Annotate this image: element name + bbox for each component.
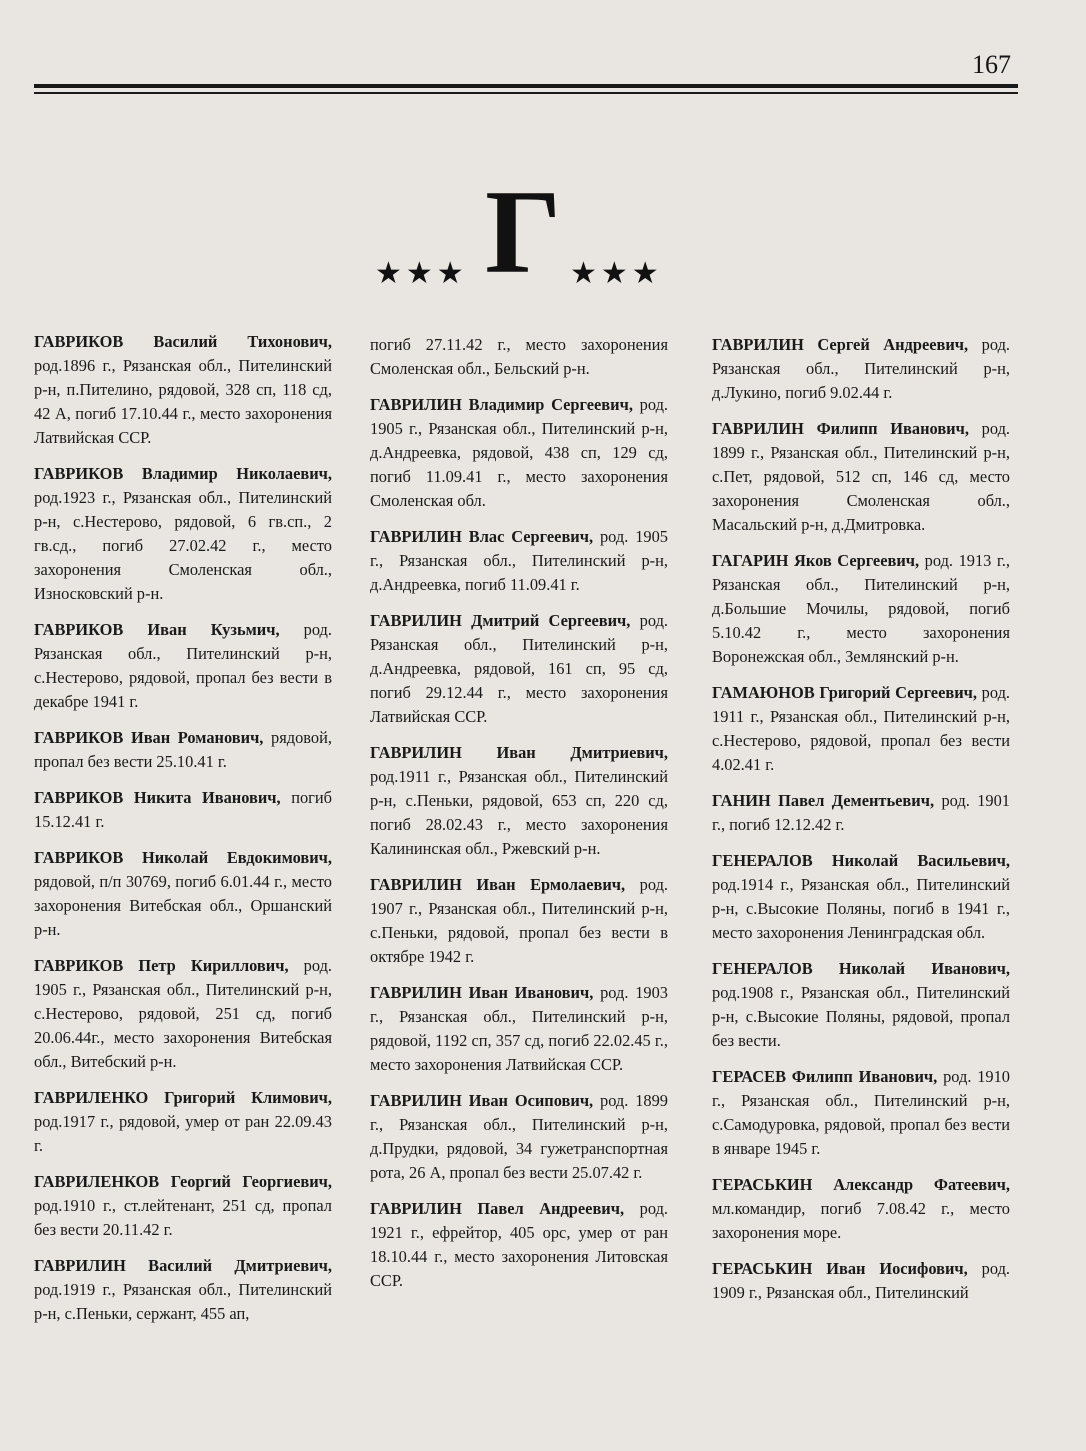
- record-details: рядовой, пропал без вести 25.10.41 г.: [34, 728, 333, 771]
- record-name: ГАВРИЛИН Иван Дмитриевич,: [370, 743, 668, 762]
- record-name: ГАВРИКОВ Иван Кузьмич,: [34, 620, 280, 639]
- record-name: ГЕРАСЕВ Филипп Иванович,: [712, 1067, 938, 1086]
- record-name: ГАВРИКОВ Николай Евдокимович,: [34, 848, 332, 867]
- record-details: род. Рязанская обл., Пителинский р-н, с.Нестерово, рядовой, пропал без вести в декабре 1941 г.: [34, 620, 332, 711]
- record-entry: [34, 330, 332, 450]
- record-details: род. 1911 г., Рязанская обл., Пителинский р-н, с.Нестерово, рядовой, пропал без вести 4.02.41 г.: [712, 683, 1010, 774]
- page-number: 167: [972, 50, 1011, 79]
- record-entry: [712, 1065, 1010, 1161]
- record-name: ГЕРАСЬКИН Александр Фатеевич,: [712, 1175, 1010, 1194]
- record-entry: [712, 549, 1010, 669]
- record-entry: [34, 846, 332, 942]
- record-entry: [34, 726, 332, 774]
- record-entry: [370, 333, 668, 381]
- record-entry: [34, 1170, 332, 1242]
- record-details: род.1923 г., Рязанская обл., Пителинский р-н, с.Нестерово, рядовой, 6 гв.сп., 2 гв.сд., погиб 27.02.42 г., место захоронения Смоленская обл., Износковский р-н.: [34, 488, 332, 603]
- record-details: род.1917 г., рядовой, умер от ран 22.09.43 г.: [34, 1112, 332, 1155]
- record-details: род. 1905 г., Рязанская обл., Пителинский р-н, с.Нестерово, рядовой, 251 сд, погиб 20.06.44г., место захоронения Витебская обл., Витебский р-н.: [34, 956, 333, 1071]
- record-details: род. 1905 г., Рязанская обл., Пителинский р-н, д.Андреевка, рядовой, 438 сп, 129 сд, погиб 11.09.41 г., место захоронения Смоленская обл.: [370, 395, 668, 510]
- record-details: род. Рязанская обл., Пителинский р-н, д.Андреевка, рядовой, 161 сп, 95 сд, погиб 29.12.44 г., место захоронения Латвийская ССР.: [370, 611, 669, 726]
- record-entry: [712, 1257, 1010, 1305]
- record-entry: [712, 789, 1010, 837]
- record-name: ГАВРИЛИН Сергей Андреевич,: [712, 335, 969, 354]
- record-name: ГАВРИЛИН Иван Осипович,: [370, 1091, 594, 1110]
- record-details: род. 1921 г., ефрейтор, 405 орс, умер от ран 18.10.44 г., место захоронения Литовская ССР.: [370, 1199, 668, 1290]
- record-entry: [712, 681, 1010, 777]
- record-details: род. 1913 г., Рязанская обл., Пителинский р-н, д.Большие Мочилы, рядовой, погиб 5.10.42 г., место захоронения Воронежская обл., Землянский р-н.: [712, 551, 1010, 666]
- record-name: ГАВРИЛИН Влас Сергеевич,: [370, 527, 594, 546]
- record-entry: [370, 981, 668, 1077]
- header-rule-thin: [34, 92, 1018, 94]
- stars-left-ornament: ★★★: [375, 257, 468, 290]
- column-1: [34, 330, 332, 1338]
- record-details: род.1908 г., Рязанская обл., Пителинский р-н, с.Высокие Поляны, рядовой, пропал без вести.: [712, 983, 1010, 1050]
- record-name: ГАНИН Павел Дементьевич,: [712, 791, 935, 810]
- record-name: ГАГАРИН Яков Сергеевич,: [712, 551, 920, 570]
- record-entry: [370, 393, 668, 513]
- record-entry: [370, 609, 668, 729]
- record-details: род.1910 г., ст.лейтенант, 251 сд, пропал без вести 20.11.42 г.: [34, 1196, 332, 1239]
- column-2: [370, 333, 668, 1305]
- section-letter: Г: [485, 165, 562, 298]
- record-name: ГАВРИЛИН Иван Ермолаевич,: [370, 875, 626, 894]
- record-entry: [34, 462, 332, 606]
- record-details: мл.командир, погиб 7.08.42 г., место захоронения море.: [712, 1199, 1010, 1242]
- record-entry: [712, 849, 1010, 945]
- record-entry: [370, 741, 668, 861]
- record-name: ГАВРИЛЕНКОВ Георгий Георгиевич,: [34, 1172, 332, 1191]
- record-details: род. 1899 г., Рязанская обл., Пителинский р-н, д.Прудки, рядовой, 34 гужетранспортная рота, 26 А, пропал без вести 25.07.42 г.: [370, 1091, 668, 1182]
- record-entry: [370, 525, 668, 597]
- record-details: род. Рязанская обл., Пителинский р-н, д.Лукино, погиб 9.02.44 г.: [712, 335, 1010, 402]
- record-details: род.1919 г., Рязанская обл., Пителинский р-н, с.Пеньки, сержант, 455 ап,: [34, 1280, 332, 1323]
- record-details: рядовой, п/п 30769, погиб 6.01.44 г., место захоронения Витебская обл., Оршанский р-н.: [34, 872, 332, 939]
- header-rule-thick: [34, 84, 1018, 88]
- record-details: род. 1910 г., Рязанская обл., Пителинский р-н, с.Самодуровка, рядовой, пропал без вести в январе 1945 г.: [712, 1067, 1010, 1158]
- record-details: род.1914 г., Рязанская обл., Пителинский р-н, с.Высокие Поляны, погиб в 1941 г., место захоронения Ленинградская обл.: [712, 875, 1010, 942]
- record-entry: [712, 417, 1010, 537]
- record-name: ГАВРИКОВ Иван Романович,: [34, 728, 264, 747]
- record-name: ГАВРИЛИН Павел Андреевич,: [370, 1199, 625, 1218]
- record-name: ГАВРИКОВ Петр Кириллович,: [34, 956, 289, 975]
- record-entry: [370, 1089, 668, 1185]
- record-details: погиб 27.11.42 г., место захоронения Смоленская обл., Бельский р-н.: [370, 335, 668, 378]
- record-name: ГАВРИКОВ Владимир Николаевич,: [34, 464, 332, 483]
- record-entry: [370, 1197, 668, 1293]
- record-details: род. 1909 г., Рязанская обл., Пителинский: [712, 1259, 1011, 1302]
- section-letter-heading: [365, 165, 685, 300]
- record-details: род. 1905 г., Рязанская обл., Пителинский р-н, д.Андреевка, погиб 11.09.41 г.: [370, 527, 668, 594]
- record-entry: [370, 873, 668, 969]
- record-entry: [34, 786, 332, 834]
- record-name: ГАВРИЛЕНКО Григорий Климович,: [34, 1088, 332, 1107]
- record-name: ГАВРИЛИН Владимир Сергеевич,: [370, 395, 633, 414]
- record-name: ГАМАЮНОВ Григорий Сергеевич,: [712, 683, 977, 702]
- record-details: род.1896 г., Рязанская обл., Пителинский р-н, п.Пителино, рядовой, 328 сп, 118 сд, 42 А, погиб 17.10.44 г., место захоронения Латвийская ССР.: [34, 356, 332, 447]
- record-name: ГЕНЕРАЛОВ Николай Васильевич,: [712, 851, 1010, 870]
- record-details: род. 1901 г., погиб 12.12.42 г.: [712, 791, 1010, 834]
- record-entry: [34, 618, 332, 714]
- record-name: ГАВРИКОВ Василий Тихонович,: [34, 332, 332, 351]
- record-name: ГЕНЕРАЛОВ Николай Иванович,: [712, 959, 1010, 978]
- record-name: ГАВРИЛИН Иван Иванович,: [370, 983, 594, 1002]
- record-entry: [712, 957, 1010, 1053]
- record-details: погиб 15.12.41 г.: [34, 788, 332, 831]
- record-details: род. 1903 г., Рязанская обл., Пителинский р-н, рядовой, 1192 сп, 357 сд, погиб 22.02.45 г., место захоронения Латвийская ССР.: [370, 983, 668, 1074]
- record-name: ГАВРИКОВ Никита Иванович,: [34, 788, 281, 807]
- record-entry: [34, 1254, 332, 1326]
- stars-right-ornament: ★★★: [570, 257, 663, 290]
- record-entry: [34, 1086, 332, 1158]
- record-name: ГАВРИЛИН Василий Дмитриевич,: [34, 1256, 332, 1275]
- record-details: род. 1907 г., Рязанская обл., Пителинский р-н, с.Пеньки, рядовой, пропал без вести в октябре 1942 г.: [370, 875, 669, 966]
- record-name: ГЕРАСЬКИН Иван Иосифович,: [712, 1259, 968, 1278]
- record-details: род.1911 г., Рязанская обл., Пителинский р-н, с.Пеньки, рядовой, 653 сп, 220 сд, погиб 28.02.43 г., место захоронения Калининская обл., Ржевский р-н.: [370, 767, 668, 858]
- record-details: род. 1899 г., Рязанская обл., Пителинский р-н, с.Пет, рядовой, 512 сп, 146 сд, место захоронения Смоленская обл., Масальский р-н, д.Дмитровка.: [712, 419, 1011, 534]
- record-name: ГАВРИЛИН Дмитрий Сергеевич,: [370, 611, 631, 630]
- column-3: [712, 333, 1010, 1317]
- record-entry: [712, 333, 1010, 405]
- record-entry: [712, 1173, 1010, 1245]
- record-entry: [34, 954, 332, 1074]
- record-name: ГАВРИЛИН Филипп Иванович,: [712, 419, 969, 438]
